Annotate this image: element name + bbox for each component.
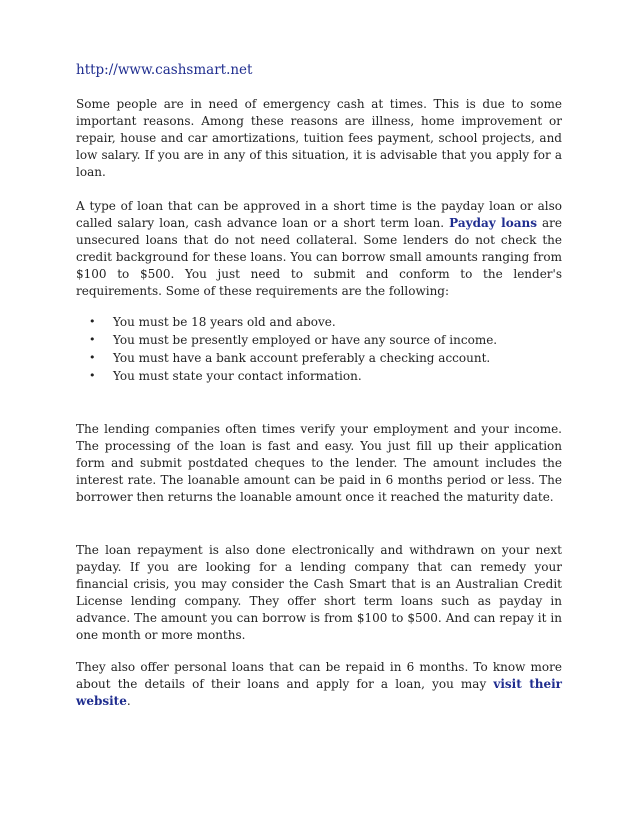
paragraph-payday-text-after: are unsecured loans that do not need collateral. Some lenders do not check the credit background for these loans. You can borrow small amounts ranging from $100 to $500. You just need to submit and conform to the lender's requirements. Some of these requirements are the following: (76, 216, 562, 298)
paragraph-payday-text-before: A type of loan that can be approved in a short time is the payday loan or also called salary loan, cash advance loan or a short term loan. (76, 199, 562, 230)
paragraph-personal-loans (76, 659, 562, 710)
cashsmart-url-link[interactable]: http://www.cashsmart.net (76, 62, 253, 78)
list-item (89, 349, 562, 367)
paragraph-repayment: The loan repayment is also done electronically and withdrawn on your next payday. If you are looking for a lending company that can remedy your financial crisis, you may consider the Cash Smart that is an Australian Credit License lending company. They offer short term loans such as payday in advance. The amount you can borrow is from $100 to $500. And can repay it in one month or more months. (76, 543, 562, 642)
paragraph-personal-text-after: . (126, 694, 131, 708)
bullet-icon: • (89, 333, 96, 346)
paragraph-personal-text-before: They also offer personal loans that can be repaid in 6 months. To know more about the details of their loans and apply for a loan, you may (76, 660, 562, 691)
requirements-list (76, 313, 562, 385)
paragraph-intro: Some people are in need of emergency cash at times. This is due to some important reasons. Among these reasons are illness, home improvement or repair, house and car amortizations, tuition fees payment, school projects, and low salary. If you are in any of this situation, it is advisable that you apply for a loan. (76, 97, 562, 179)
list-item (89, 313, 562, 331)
bullet-icon: • (89, 369, 96, 382)
requirement-text: You must be 18 years old and above. (113, 315, 336, 329)
paragraph-lending-process: The lending companies often times verify your employment and your income. The processing of the loan is fast and easy. You just fill up their application form and submit postdated cheques to the lender. The amount includes the interest rate. The loanable amount can be paid in 6 months period or less. The borrower then returns the loanable amount once it reached the maturity date. (76, 422, 562, 504)
payday-loans-link[interactable]: Payday loans (449, 216, 537, 230)
bullet-icon: • (89, 315, 96, 328)
requirement-text: You must have a bank account preferably a checking account. (113, 351, 491, 365)
requirement-text: You must state your contact information. (113, 369, 362, 383)
document-body (76, 61, 562, 710)
url-line (76, 61, 562, 79)
list-item (89, 367, 562, 385)
requirement-text: You must be presently employed or have any source of income. (113, 333, 498, 347)
list-item (89, 331, 562, 349)
visit-website-link[interactable]: visit their website (76, 677, 562, 708)
bullet-icon: • (89, 351, 96, 364)
paragraph-payday-loans (76, 198, 562, 300)
